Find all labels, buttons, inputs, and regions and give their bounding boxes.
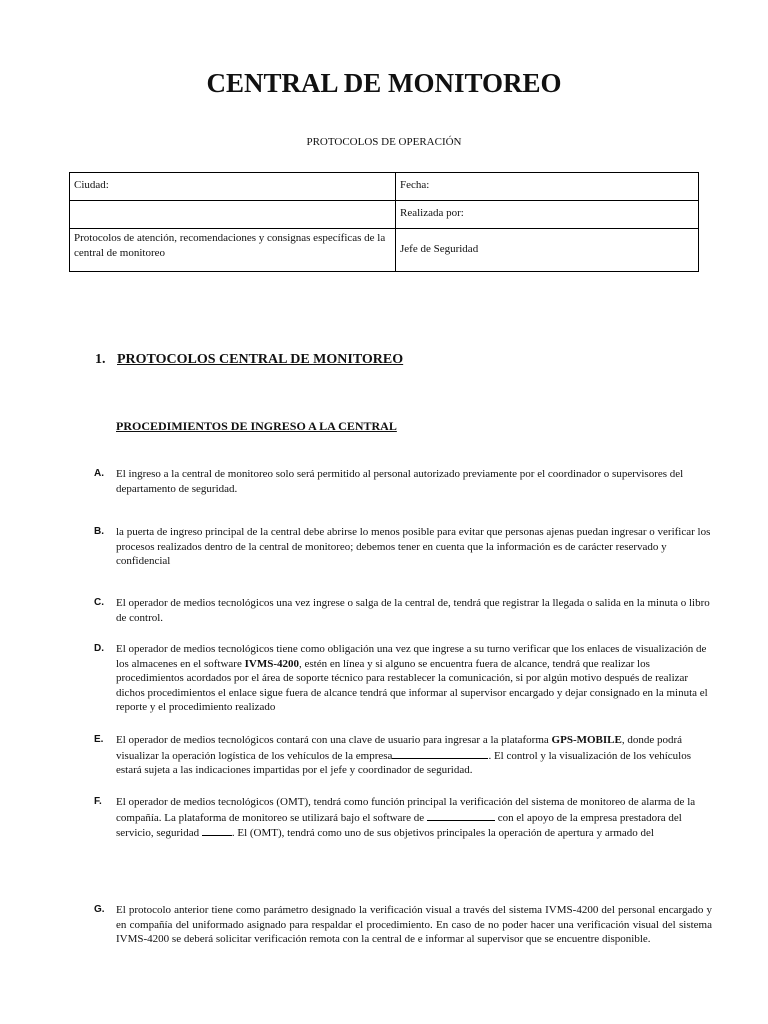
list-letter: F.: [94, 796, 102, 807]
text-run: El operador de medios tecnológicos contará con una clave de usuario para ingresar a la plataforma: [116, 734, 552, 746]
text-run: , donde podrá visualizar la operación logística de los vehículos de la empresa: [116, 734, 683, 762]
blank-line: [202, 825, 232, 836]
list-letter: A.: [94, 468, 104, 479]
list-item-g: [94, 903, 714, 947]
realizada-cell: Realizada por:: [396, 201, 699, 229]
list-item-d: [94, 642, 714, 715]
table-row: [70, 173, 699, 201]
text-run: El operador de medios tecnológicos (OMT), tendrá como función principal la verificación del sistema de monitoreo de alarma de la compañía. La plataforma de monitoreo se utilizará bajo el software de: [116, 796, 696, 824]
list-letter: C.: [94, 597, 104, 608]
list-item-text: la puerta de ingreso principal de la central debe abrirse lo menos posible para evitar que personas ajenas puedan ingresar o verificar los procesos realizados dentro de la central de monitoreo; debemos tener en cuenta que la información es de carácter reservado y confidencial: [116, 526, 711, 568]
list-item-text: El protocolo anterior tiene como parámetro designado la verificación visual a través del sistema IVMS-4200 del personal encargado y en compañía del uniformado asignado para respaldar el procedimiento. En caso de no poder hacer una verificación visual del sistema IVMS-4200 se deberá solicitar verificación remota con la central de e informar al supervisor que se encuentre disponible.: [116, 904, 712, 946]
document-title: CENTRAL DE MONITOREO: [206, 68, 562, 98]
section-title: PROTOCOLOS CENTRAL DE MONITOREO: [117, 352, 404, 367]
table-row: [70, 229, 699, 272]
subsection-heading: PROCEDIMIENTOS DE INGRESO A LA CENTRAL: [116, 419, 397, 433]
list-item-e: [94, 733, 714, 778]
list-item-text: [116, 642, 712, 715]
descripcion-cell: Protocolos de atención, recomendaciones y consignas específicas de la central de monitoreo: [70, 229, 396, 272]
text-run: con el apoyo de la empresa prestadora del servicio, seguridad: [116, 811, 682, 840]
list-item-f: [94, 795, 714, 841]
blank-line: [392, 748, 488, 759]
list-letter: E.: [94, 734, 104, 745]
blank-line: [427, 810, 495, 821]
text-run: . El control y la visualización de los vehículos estará sujeta a las indicaciones impartidas por el jefe y coordinador de seguridad.: [116, 749, 691, 777]
list-letter: G.: [94, 904, 105, 915]
info-table: [69, 172, 699, 272]
list-item-text: El operador de medios tecnológicos una vez ingrese o salga de la central de, tendrá que registrar la llegada o salida en la minuta o libro de control.: [116, 597, 710, 624]
responsable-cell: Jefe de Seguridad: [396, 229, 699, 272]
list-item-text: [116, 795, 712, 841]
platform-name: GPS-MOBILE: [551, 734, 622, 746]
document-subtitle: PROTOCOLOS DE OPERACIÓN: [306, 136, 462, 148]
ciudad-cell: Ciudad:: [70, 173, 396, 201]
text-run: El operador de medios tecnológicos tiene como obligación una vez que ingrese a su turno verificar que los enlaces de visualización de los almacenes en el software: [116, 643, 707, 670]
list-item-b: [94, 525, 714, 569]
list-item-text: [116, 733, 712, 778]
fecha-cell: Fecha:: [396, 173, 699, 201]
empty-cell: [70, 201, 396, 229]
text-run: , estén en línea y si alguno se encuentra fuera de alcance, tendrá que realizar los procedimientos acordados por el área de soporte técnico para restablecer la comunicación, si por algún motivo después de realizar dichos procedimientos el enlace sigue fuera de alcance tendrá que informar al supervisor encargado y dejar consignado en la minuta el reporte y el procedimiento realizado: [116, 657, 708, 714]
text-run: . El (OMT), tendrá como uno de sus objetivos principales la operación de apertura y armado del: [231, 827, 654, 840]
list-item-a: [94, 467, 714, 496]
software-name: IVMS-4200: [244, 657, 299, 670]
table-row: [70, 201, 699, 229]
list-letter: D.: [94, 643, 104, 654]
list-item-c: [94, 596, 714, 625]
list-letter: B.: [94, 526, 104, 537]
section-number: 1.: [95, 352, 106, 367]
section-heading: [95, 352, 403, 368]
list-item-text: El ingreso a la central de monitoreo solo será permitido al personal autorizado previamente por el coordinador o supervisores del departamento de seguridad.: [116, 468, 684, 495]
